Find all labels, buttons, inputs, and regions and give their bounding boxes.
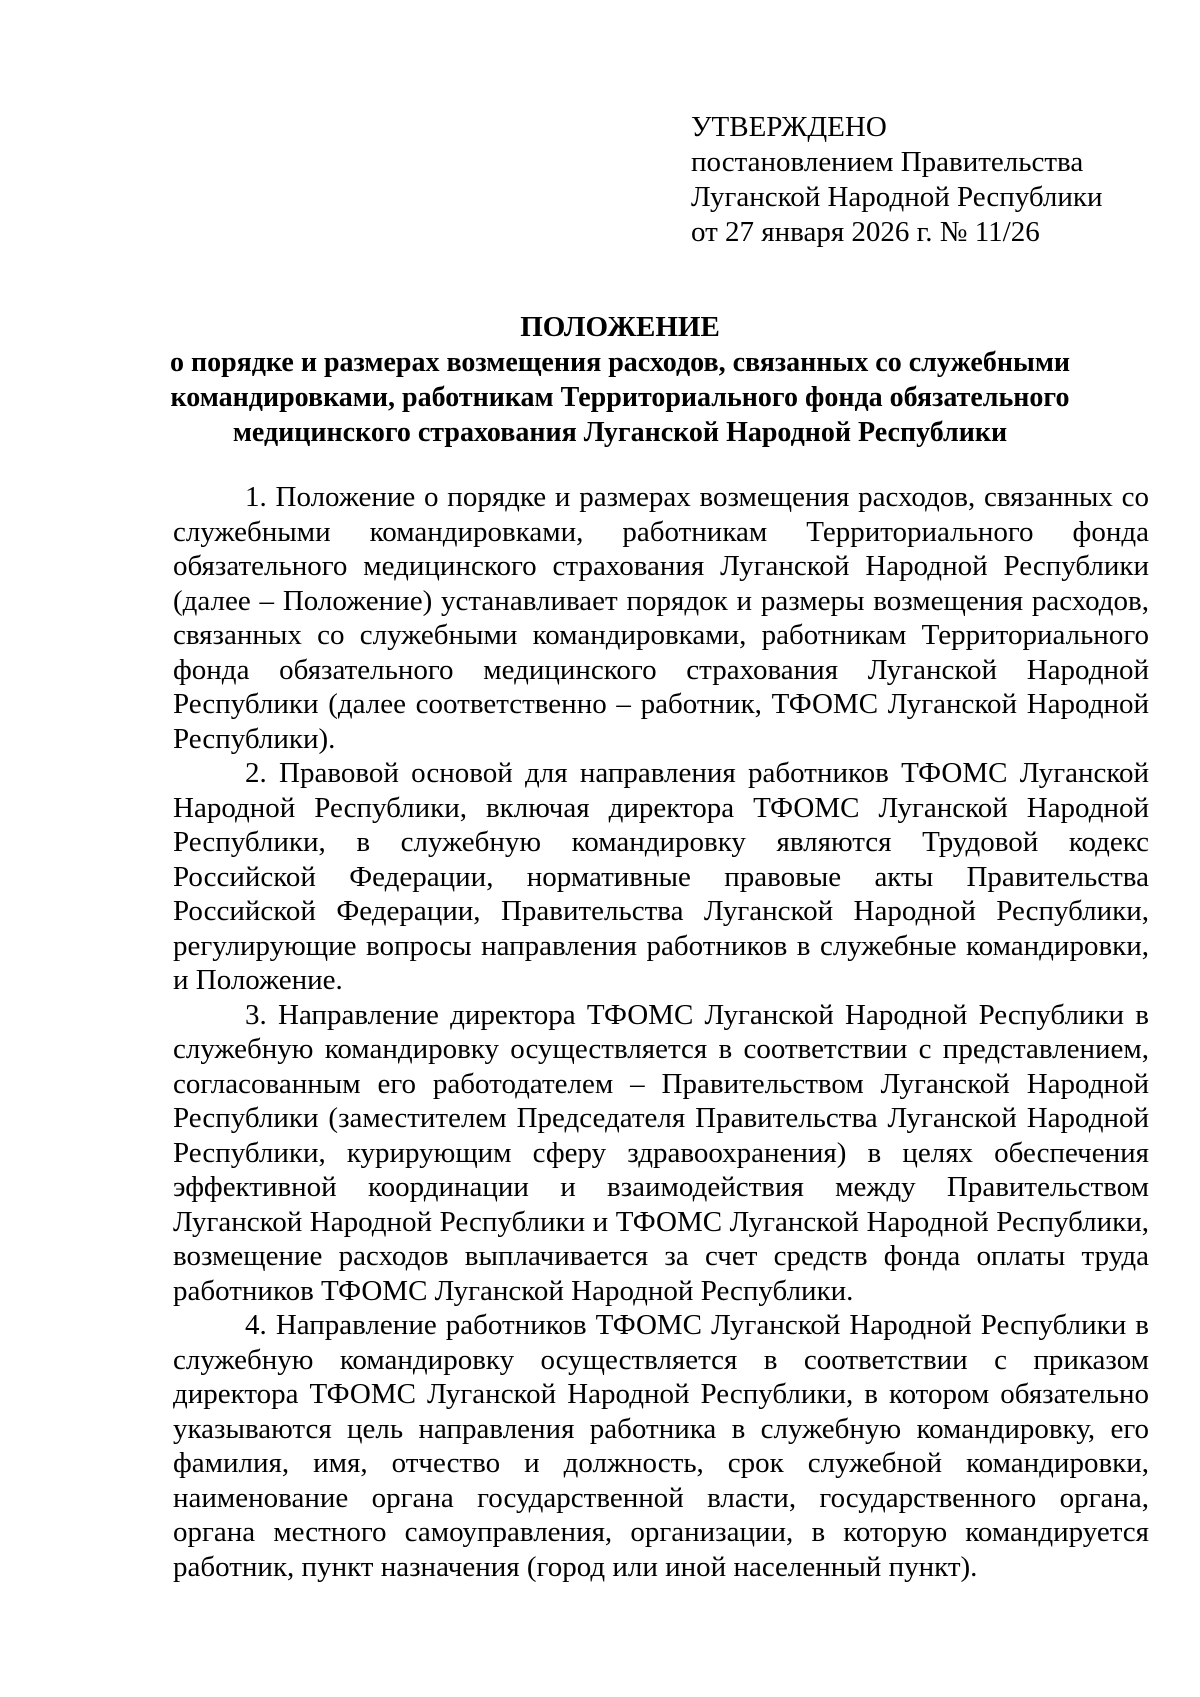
document-subtitle-line-1: о порядке и размерах возмещения расходов, связанных со служебными (169, 347, 1071, 378)
document-body (173, 480, 1149, 1584)
paragraph-3: 3. Направление директора ТФОМС Луганской Народной Республики в служебную командировку осуществляется в соответствии с представлением, согласованным его работодателем – Правительством Луганской Народной Республики (заместителем Председателя Правительства Луганской Народной Республики, курирующим сферу здравоохранения) в целях обеспечения эффективной координации и взаимодействия между Правительством Луганской Народной Республики и ТФОМС Луганской Народной Республики, возмещение расходов выплачивается за счет средств фонда оплаты труда работников ТФОМС Луганской Народной Республики. (173, 998, 1149, 1307)
paragraph-2: 2. Правовой основой для направления работников ТФОМС Луганской Народной Республики, включая директора ТФОМС Луганской Народной Республики, в служебную командировку являются Трудовой кодекс Российской Федерации, нормативные правовые акты Правительства Российской Федерации, Правительства Луганской Народной Республики, регулирующие вопросы направления работников в служебные командировки, и Положение. (173, 757, 1149, 996)
approval-stamp (691, 110, 1103, 250)
approval-date: от 27 января 2026 г. № 11/26 (691, 216, 1040, 248)
paragraph-4: 4. Направление работников ТФОМС Луганской Народной Республики в служебную командировку осуществляется в соответствии с приказом директора ТФОМС Луганской Народной Республики, в котором обязательно указываются цель направления работника в служебную командировку, его фамилия, имя, отчество и должность, срок служебной командировки, наименование органа государственной власти, государственного органа, органа местного самоуправления, организации, в которую командируется работник, пункт назначения (город или иной населенный пункт). (173, 1309, 1149, 1583)
document-subtitle-line-3: медицинского страхования Луганской Народной Республики (232, 417, 1008, 448)
approval-government: Луганской Народной Республики (691, 181, 1103, 213)
document-title: ПОЛОЖЕНИЕ (520, 311, 720, 343)
paragraph-1: 1. Положение о порядке и размерах возмещения расходов, связанных со служебными командировками, работникам Территориального фонда обязательного медицинского страхования Луганской Народной Республики (далее – Положение) устанавливает порядок и размеры возмещения расходов, связанных со служебными командировками, работникам Территориального фонда обязательного медицинского страхования Луганской Народной Республики (далее соответственно – работник, ТФОМС Луганской Народной Республики). (173, 481, 1149, 755)
approval-heading: УТВЕРЖДЕНО (691, 111, 887, 143)
document-title-block (160, 310, 1080, 450)
document-subtitle-line-2: командировками, работникам Территориального фонда обязательного (170, 382, 1070, 413)
approval-resolution: постановлением Правительства (691, 146, 1084, 178)
